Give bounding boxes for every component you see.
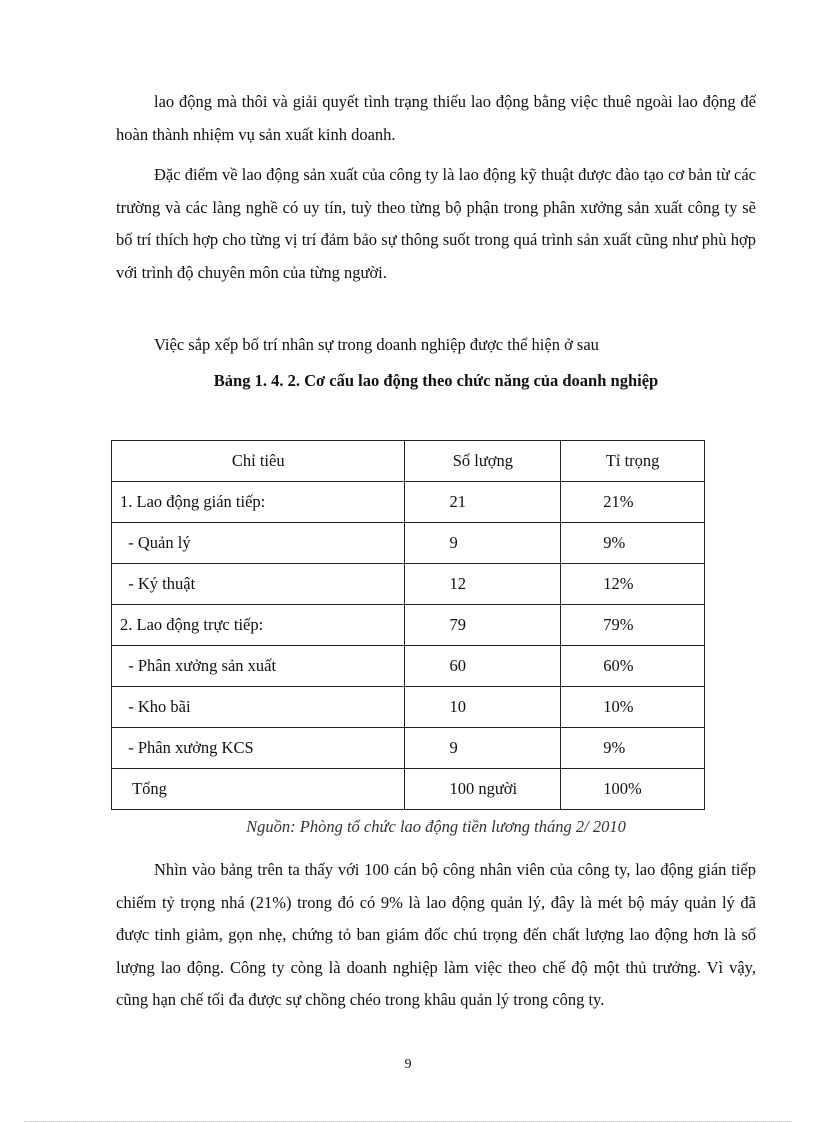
row-label: 1. Lao động gián tiếp: — [112, 482, 405, 523]
row-label: - Kho bãi — [112, 687, 405, 728]
row-label: Tổng — [112, 769, 405, 810]
paragraph-4: Nhìn vào bảng trên ta thấy với 100 cán bộ công nhân viên của công ty, lao động gián tiếp chiếm tỷ trọng nhá (21%) trong đó có 9% là lao động quản lý, đây là mét bộ máy quản lý đã được tinh giảm, gọn nhẹ, chứng tỏ ban giám đốc chú trọng đến chất lượng lao động hơn là số lượng lao động. Công ty còng là doanh nghiệp làm việc theo chế độ một thủ trưởng. Vì vậy, cũng hạn chế tối đa được sự chồng chéo trong khâu quản lý trong công ty. — [116, 860, 756, 1009]
table-row — [112, 482, 705, 523]
table-row — [112, 564, 705, 605]
row-label: - Phân xưởng sản xuất — [112, 646, 405, 687]
row-quantity: 60 — [405, 646, 561, 687]
paragraph-1: lao động mà thôi và giải quyết tình trạng thiếu lao động bằng việc thuê ngoài lao động để hoàn thành nhiệm vụ sản xuất kinh doanh. — [116, 92, 756, 144]
row-quantity: 100 người — [405, 769, 561, 810]
row-quantity: 79 — [405, 605, 561, 646]
row-proportion: 10% — [561, 687, 705, 728]
table-row — [112, 523, 705, 564]
table-total-row — [112, 769, 705, 810]
table-caption: Bảng 1. 4. 2. Cơ cấu lao động theo chức năng của doanh nghiệp — [213, 371, 659, 390]
row-label: - Phân xưởng KCS — [112, 728, 405, 769]
table-header-row — [112, 441, 705, 482]
paragraph-3: Việc sắp xếp bố trí nhân sự trong doanh nghiệp được thể hiện ở sau — [154, 335, 599, 354]
row-proportion: 79% — [561, 605, 705, 646]
row-proportion: 60% — [561, 646, 705, 687]
table-row — [112, 646, 705, 687]
row-label: - Quản lý — [112, 523, 405, 564]
table-row — [112, 728, 705, 769]
footer-divider — [24, 1121, 792, 1122]
row-quantity: 10 — [405, 687, 561, 728]
row-quantity: 21 — [405, 482, 561, 523]
row-proportion: 12% — [561, 564, 705, 605]
page-number: 9 — [404, 1057, 412, 1072]
table-row — [112, 687, 705, 728]
header-quantity: Số lượng — [405, 441, 561, 482]
table-source: Nguồn: Phòng tổ chức lao động tiền lương tháng 2/ 2010 — [246, 817, 626, 836]
row-label: 2. Lao động trực tiếp: — [112, 605, 405, 646]
row-quantity: 9 — [405, 728, 561, 769]
header-criteria: Chỉ tiêu — [112, 441, 405, 482]
row-proportion: 100% — [561, 769, 705, 810]
row-quantity: 12 — [405, 564, 561, 605]
header-proportion: Tỉ trọng — [561, 441, 705, 482]
row-quantity: 9 — [405, 523, 561, 564]
labor-structure-table — [111, 440, 705, 810]
row-proportion: 21% — [561, 482, 705, 523]
row-proportion: 9% — [561, 523, 705, 564]
paragraph-2: Đặc điểm về lao động sản xuất của công ty là lao động kỹ thuật được đào tạo cơ bản từ các trường và các làng nghề có uy tín, tuỳ theo từng bộ phận trong phân xưởng sản xuất công ty sẽ bố trí thích hợp cho từng vị trí đảm bảo sự thông suốt trong quá trình sản xuất cũng như phù hợp với trình độ chuyên môn của từng người. — [116, 165, 756, 282]
row-label: - Ký thuật — [112, 564, 405, 605]
row-proportion: 9% — [561, 728, 705, 769]
table-row — [112, 605, 705, 646]
